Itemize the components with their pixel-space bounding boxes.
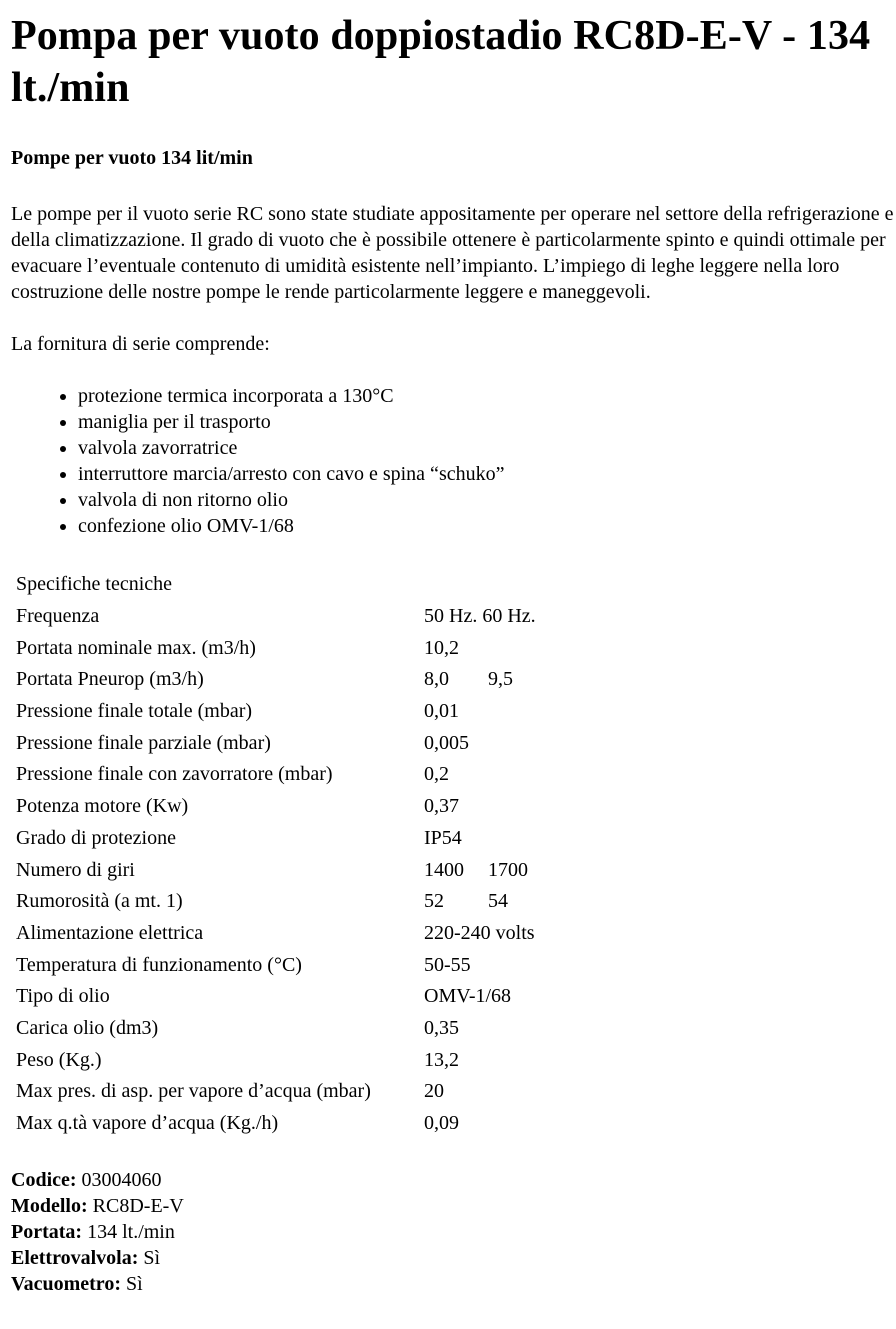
info-line [11,1219,896,1245]
page-title: Pompa per vuoto doppiostadio RC8D-E-V - 134 lt./min [11,13,871,111]
info-value: 134 lt./min [87,1221,175,1244]
feature-item: • valvola di non ritorno olio [78,487,896,513]
spec-value: 10,2 [424,636,459,659]
subtitle: Pompe per vuoto 134 lit/min [11,147,253,169]
spec-value: 1400 [424,858,464,881]
spec-value-60hz: 1700 [488,858,528,881]
spec-label: Peso (Kg.) [16,1048,102,1071]
spec-label: Portata nominale max. (m3/h) [16,636,256,659]
spec-value-cell [422,1044,538,1076]
spec-value: 13,2 [424,1048,459,1071]
spec-label: Max q.tà vapore d’acqua (Kg./h) [16,1112,279,1135]
spec-row [14,949,538,981]
info-line [11,1193,896,1219]
spec-value: 0,2 [424,763,449,786]
spec-value: 0,37 [424,795,459,818]
spec-label: Pressione finale parziale (mbar) [16,731,271,754]
intro-paragraph: Le pompe per il vuoto serie RC sono state studiate appositamente per operare nel settore della refrigerazione e della climatizzazione. Il grado di vuoto che è possibile ottenere è particolarmente spinto e quindi ottimale per evacuare l’eventuale contenuto di umidità esistente nell’impianto. L’impiego di leghe leggere nella loro costruzione delle nostre pompe le rende particolarmente leggere e maneggevoli. [11,203,894,303]
spec-value: 50 Hz. 60 Hz. [424,605,536,628]
spec-value-cell [422,981,538,1013]
spec-row [14,1013,538,1045]
spec-row [14,759,538,791]
spec-label: Carica olio (dm3) [16,1016,159,1039]
spec-value-cell [422,886,538,918]
spec-row [14,1044,538,1076]
spec-row [14,823,538,855]
spec-row [14,696,538,728]
spec-row [14,918,538,950]
spec-value-cell [422,854,538,886]
spec-label: Grado di protezione [16,826,176,849]
spec-value-cell [422,1076,538,1108]
info-line [11,1271,896,1297]
spec-value: 220-240 volts [424,921,535,944]
spec-value-cell [422,696,538,728]
specs-header: Specifiche tecniche [16,573,173,596]
spec-label: Pressione finale totale (mbar) [16,700,253,723]
spec-label: Rumorosità (a mt. 1) [16,890,183,913]
spec-value: 0,005 [424,731,469,754]
info-key: Codice: [11,1169,77,1192]
spec-row [14,1076,538,1108]
spec-row [14,791,538,823]
spec-value-cell [422,664,538,696]
spec-value-cell [422,759,538,791]
supply-title: La fornitura di serie comprende: [11,333,270,355]
spec-row [14,981,538,1013]
spec-label: Max pres. di asp. per vapore d’acqua (mbar) [16,1080,371,1103]
spec-value: 8,0 [424,668,449,691]
spec-value-60hz: 54 [488,890,508,913]
spec-value-cell [422,601,538,633]
spec-row [14,632,538,664]
info-value: 03004060 [81,1169,162,1192]
spec-value-cell [422,791,538,823]
spec-row [14,664,538,696]
info-key: Vacuometro: [11,1273,121,1296]
spec-label: Alimentazione elettrica [16,921,204,944]
info-line [11,1167,896,1193]
spec-value-cell [422,1108,538,1140]
spec-label: Potenza motore (Kw) [16,795,189,818]
spec-value: 20 [424,1080,444,1103]
spec-value: 0,35 [424,1016,459,1039]
spec-value: IP54 [424,826,462,849]
spec-value-60hz: 9,5 [488,668,513,691]
spec-value: 50-55 [424,953,471,976]
spec-value: 0,09 [424,1112,459,1135]
info-value: Sì [143,1247,161,1270]
spec-value-cell [422,949,538,981]
info-key: Modello: [11,1195,88,1218]
spec-row [14,886,538,918]
spec-value-cell [422,727,538,759]
spec-value-cell [422,1013,538,1045]
spec-value: 0,01 [424,700,459,723]
spec-value-cell [422,918,538,950]
spec-label: Frequenza [16,605,100,628]
info-key: Portata: [11,1221,83,1244]
spec-label: Numero di giri [16,858,135,881]
feature-item: • maniglia per il trasporto [78,409,896,435]
info-line [11,1245,896,1271]
product-info [11,1167,896,1297]
info-value: Sì [125,1273,143,1296]
spec-row [14,601,538,633]
info-key: Elettrovalvola: [11,1247,139,1270]
feature-item: • interruttore marcia/arresto con cavo e spina “schuko” [78,461,896,487]
spec-row [14,854,538,886]
spec-label: Portata Pneurop (m3/h) [16,668,204,691]
feature-item: • valvola zavorratrice [78,435,896,461]
spec-value-cell [422,632,538,664]
spec-value: 52 [424,890,444,913]
spec-value-cell [422,823,538,855]
spec-label: Pressione finale con zavorratore (mbar) [16,763,333,786]
spec-value: OMV-1/68 [424,985,512,1008]
spec-label: Temperatura di funzionamento (°C) [16,953,302,976]
feature-item: • confezione olio OMV-1/68 [78,513,896,539]
feature-item: • protezione termica incorporata a 130°C [78,383,896,409]
specs-table [14,569,538,1139]
specs-header-row [14,569,538,601]
info-value: RC8D-E-V [92,1195,184,1218]
spec-label: Tipo di olio [16,985,110,1008]
features-list [11,383,896,539]
spec-row [14,1108,538,1140]
spec-row [14,727,538,759]
